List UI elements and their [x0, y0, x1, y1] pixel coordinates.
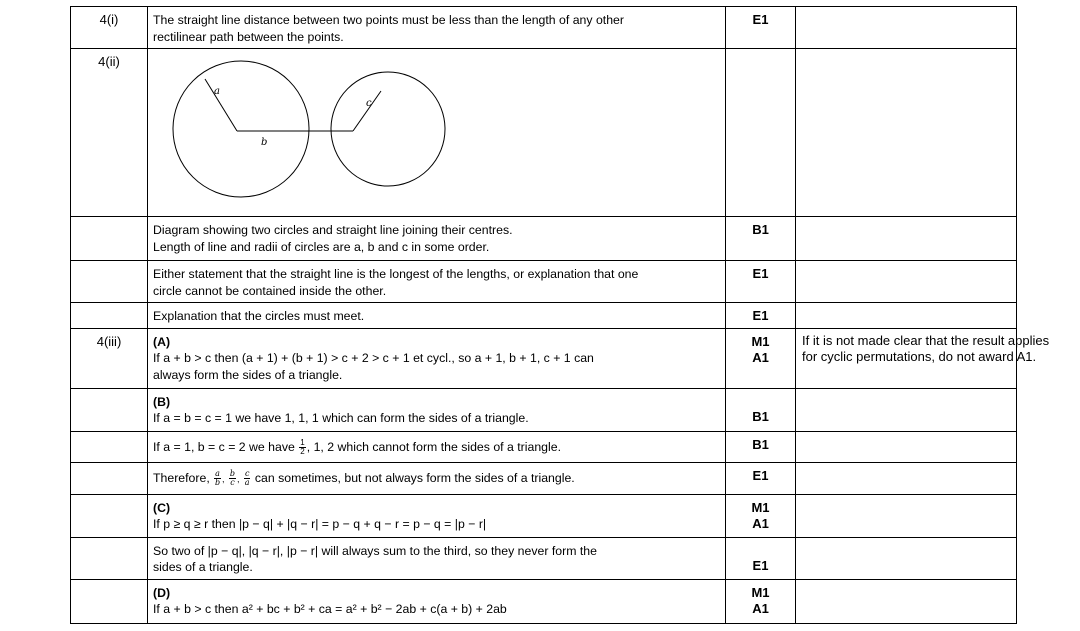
mark: A1: [752, 349, 769, 365]
numerator: b: [229, 468, 235, 478]
fraction: [214, 470, 221, 487]
part-heading: (C): [153, 500, 171, 515]
table-row: [71, 49, 1017, 217]
marks-cell: [726, 431, 796, 462]
answer-line: Diagram showing two circles and straight line joining their centres.: [153, 223, 513, 237]
question-number: [71, 431, 148, 462]
answer-line: If a = b = c = 1 we have 1, 1, 1 which can form the sides of a triangle.: [153, 411, 529, 425]
table-row: [71, 261, 1017, 303]
radius-a-line: [205, 79, 237, 131]
marks-cell: [726, 217, 796, 261]
answer-text: , 1, 2 which cannot form the sides of a triangle.: [306, 439, 562, 454]
question-number: 4(i): [71, 7, 148, 49]
question-number: [71, 388, 148, 431]
answer-line: The straight line distance between two points must be less than the length of any other: [153, 13, 624, 27]
answer-cell: [148, 431, 726, 462]
denominator: c: [230, 477, 235, 487]
answer-line: If a + b > c then a² + bc + b² + ca = a² + b² − 2ab + c(a + b) + 2ab: [153, 602, 507, 616]
answer-cell: [148, 328, 726, 388]
guidance-cell: [796, 49, 1017, 217]
answer-cell: [148, 7, 726, 49]
mark: M1: [751, 584, 770, 600]
guidance-cell: [796, 494, 1017, 537]
table-row: [71, 462, 1017, 494]
guidance-cell: [796, 462, 1017, 494]
guidance-cell: [796, 388, 1017, 431]
mark: E1: [752, 557, 769, 573]
answer-text: can sometimes, but not always form the sides of a triangle.: [254, 470, 575, 485]
answer-line: Either statement that the straight line is the longest of the lengths, or explanation that one: [153, 267, 639, 281]
mark: A1: [752, 515, 769, 531]
answer-line: So two of |p − q|, |q − r|, |p − r| will always sum to the third, so they never form the: [153, 543, 597, 558]
marks-cell: [726, 7, 796, 49]
label-c: c: [366, 98, 372, 109]
question-number: [71, 217, 148, 261]
answer-cell: [148, 494, 726, 537]
answer-line: [153, 439, 721, 456]
mark: E1: [752, 308, 769, 323]
answer-cell: [148, 303, 726, 329]
denominator: 2: [300, 446, 305, 456]
answer-line: sides of a triangle.: [153, 560, 253, 574]
mark: E1: [752, 467, 769, 483]
left-circle: [173, 61, 309, 197]
marks-cell: [726, 494, 796, 537]
table-row: [71, 303, 1017, 329]
guidance-cell: [796, 303, 1017, 329]
mark-scheme-table: [70, 6, 1050, 624]
marks-cell: [726, 579, 796, 623]
question-number: [71, 462, 148, 494]
marks-cell: [726, 462, 796, 494]
question-number: [71, 303, 148, 329]
denominator: a: [244, 477, 250, 487]
radius-c-line: [353, 91, 381, 131]
answer-cell: [148, 217, 726, 261]
guidance-cell: [796, 579, 1017, 623]
two-circles-diagram: [148, 49, 726, 211]
answer-line: If a + b > c then (a + 1) + (b + 1) > c + 2 > c + 1 et cycl., so a + 1, b + 1, c + 1 can: [153, 351, 594, 365]
numerator: c: [244, 468, 250, 478]
mark: M1: [751, 333, 770, 349]
guidance-cell: [796, 261, 1017, 303]
mark: B1: [752, 408, 769, 424]
fraction: [244, 470, 250, 487]
label-b: b: [261, 137, 268, 148]
guidance-cell: [796, 7, 1017, 49]
table-row: [71, 494, 1017, 537]
answer-line: always form the sides of a triangle.: [153, 367, 343, 382]
fraction: [229, 470, 236, 487]
denominator: b: [214, 477, 221, 487]
part-heading: (B): [153, 394, 171, 409]
numerator: 1: [300, 437, 305, 447]
table-row: [71, 7, 1017, 49]
mark: A1: [752, 600, 769, 616]
marks-cell: [726, 328, 796, 388]
marks-cell: [726, 388, 796, 431]
question-number: [71, 494, 148, 537]
marks-cell: [726, 537, 796, 579]
part-heading: (D): [153, 585, 171, 600]
part-heading: (A): [153, 334, 171, 349]
fraction: [299, 439, 305, 456]
mark: B1: [752, 436, 769, 452]
mark: M1: [751, 499, 770, 515]
diagram-cell: [148, 49, 726, 217]
question-number: [71, 261, 148, 303]
question-number: 4(iii): [71, 328, 148, 388]
numerator: a: [215, 468, 220, 478]
mark: B1: [752, 222, 769, 237]
question-number: [71, 537, 148, 579]
answer-cell: [148, 261, 726, 303]
answer-cell: [148, 579, 726, 623]
answer-line: Therefore, $\frac{a}{b}$ , $\frac{b}{c}$ , $\frac{c}{a}$ can sometimes, but not always form the sides of a triangle.: [153, 468, 575, 487]
table-row: [71, 328, 1017, 388]
guidance-cell: [796, 431, 1017, 462]
table-row: [71, 537, 1017, 579]
marks-cell: [726, 49, 796, 217]
answer-cell: [148, 537, 726, 579]
table-row: [71, 431, 1017, 462]
mark: E1: [752, 266, 769, 281]
answer-text: Therefore,: [153, 470, 210, 485]
guidance-line: If it is not made clear that the result applies: [802, 332, 1050, 348]
guidance-cell: [796, 217, 1017, 261]
mark: E1: [752, 12, 769, 27]
table-row: [71, 579, 1017, 623]
answer-line: Length of line and radii of circles are a, b and c in some order.: [153, 239, 490, 254]
table-row: [71, 388, 1017, 431]
table-row: [71, 217, 1017, 261]
answer-text: If a = 1, b = c = 2 we have: [153, 439, 295, 454]
guidance-line: for cyclic permutations, do not award A1.: [802, 348, 1037, 364]
marks-cell: [726, 303, 796, 329]
label-a: a: [214, 86, 220, 97]
answer-line: circle cannot be contained inside the other.: [153, 283, 387, 298]
guidance-cell: [796, 328, 1050, 388]
question-number: 4(ii): [71, 49, 148, 217]
guidance-cell: [796, 537, 1017, 579]
marks-cell: [726, 261, 796, 303]
answer-line: Explanation that the circles must meet.: [153, 309, 365, 323]
answer-line: If p ≥ q ≥ r then |p − q| + |q − r| = p − q + q − r = p − q = |p − r|: [153, 517, 487, 531]
question-number: [71, 579, 148, 623]
answer-cell: [148, 388, 726, 431]
answer-line: rectilinear path between the points.: [153, 29, 344, 44]
right-circle: [331, 72, 445, 186]
answer-cell: [148, 462, 726, 494]
